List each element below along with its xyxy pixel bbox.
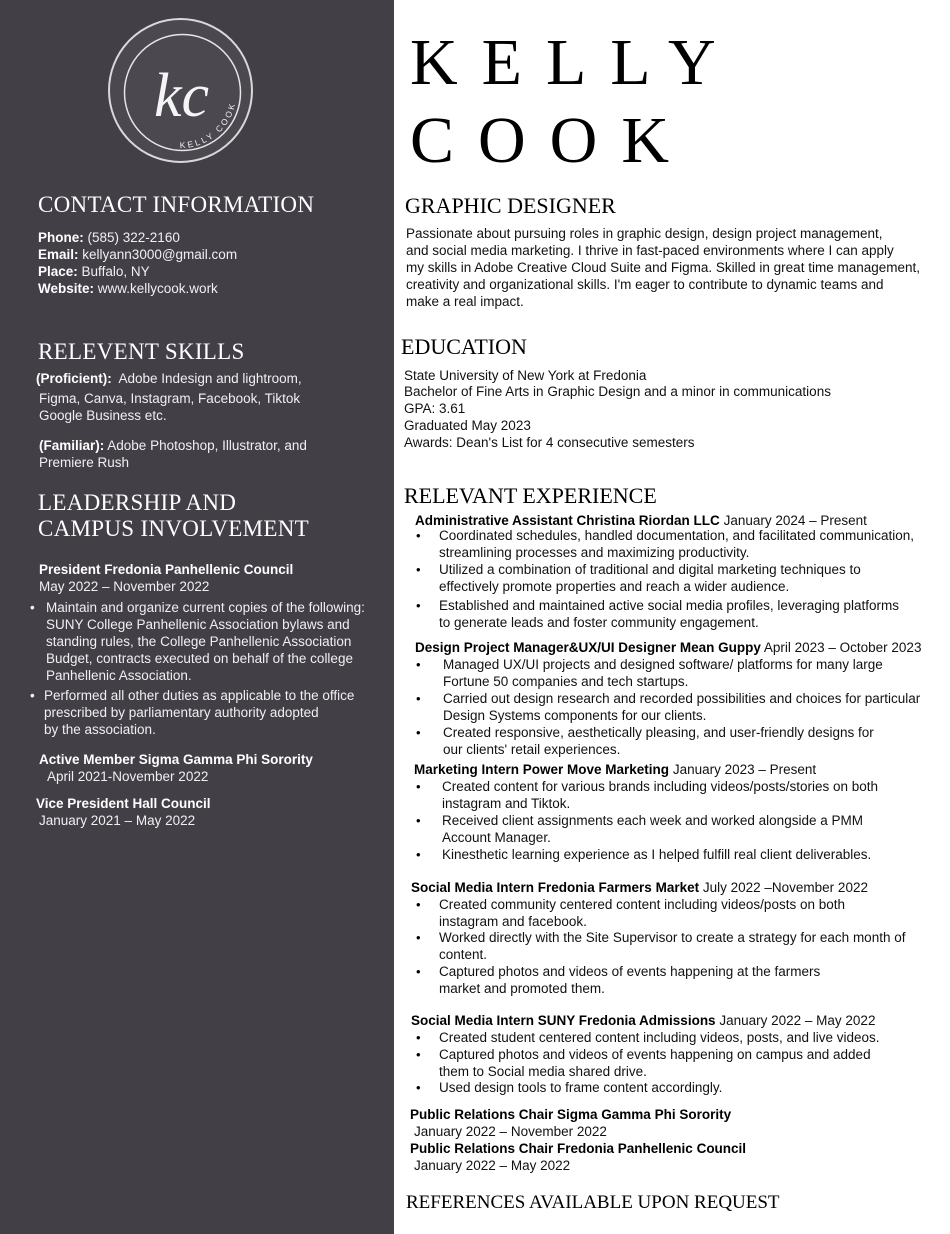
job-bullet-line: effectively promote properties and reach a wider audience. [439, 579, 790, 594]
phone-value[interactable]: (585) 322-2160 [87, 230, 180, 245]
bullet-dot: • [30, 688, 35, 703]
education-heading: EDUCATION [401, 334, 527, 359]
role-title [36, 795, 211, 812]
job-bullet-line: Captured photos and videos of events happening on campus and added [439, 1047, 871, 1062]
contact-email [38, 246, 237, 263]
bullet-dot: • [416, 813, 421, 828]
job-bullet-line: Managed UX/UI projects and designed software/ platforms for many large [443, 657, 883, 672]
job-bullet-line: Created responsive, aesthetically pleasing, and user-friendly designs for [443, 725, 874, 740]
education-line: GPA: 3.61 [404, 401, 466, 416]
job-bullet-line: instagram and Tiktok. [442, 796, 571, 811]
job-title: Public Relations Chair Sigma Gamma Phi Sorority [410, 1107, 732, 1122]
bullet-dot: • [416, 598, 421, 613]
job-title: Public Relations Chair Fredonia Panhellenic Council [410, 1141, 747, 1156]
familiar-label: (Familiar): [39, 438, 105, 453]
profile-heading: GRAPHIC DESIGNER [405, 193, 616, 218]
place-value: Buffalo, NY [81, 264, 150, 279]
place-label: Place: [38, 264, 78, 279]
role-dates: May 2022 – November 2022 [39, 579, 210, 594]
leadership-bullet-line: Performed all other duties as applicable to the office [44, 688, 355, 703]
references-note: REFERENCES AVAILABLE UPON REQUEST [406, 1192, 780, 1213]
profile-line: creativity and organizational skills. I'm eager to contribute to dynamic teams and [406, 277, 884, 292]
bullet-dot: • [416, 847, 421, 862]
role-title-text: Vice President Hall Council [36, 796, 211, 811]
bullet-dot: • [416, 1047, 421, 1062]
job-bullet-line: Captured photos and videos of events happening at the farmers [439, 964, 821, 979]
job-bullet-line: Carried out design research and recorded possibilities and choices for particular [443, 691, 921, 706]
job-title: Social Media Intern SUNY Fredonia Admissions [411, 1013, 716, 1028]
job-title-line [410, 1106, 731, 1123]
job-bullet-line: Created community centered content including videos/posts on both [439, 897, 845, 912]
job-bullet-line: Account Manager. [442, 830, 551, 845]
leadership-bullet-line: SUNY College Panhellenic Association bylaws and [46, 617, 350, 632]
job-title-line [411, 1012, 875, 1029]
leadership-bullet-line: Panhellenic Association. [46, 668, 192, 683]
familiar-text: Adobe Photoshop, Illustrator, and [107, 438, 307, 453]
job-bullet-line: market and promoted them. [439, 981, 605, 996]
role-dates: April 2021-November 2022 [47, 769, 209, 784]
job-bullet-line: Created content for various brands including videos/posts/stories on both [442, 779, 879, 794]
profile-line: my skills in Adobe Creative Cloud Suite and Figma. Skilled in great time management, [406, 260, 920, 275]
experience-heading: RELEVANT EXPERIENCE [404, 483, 657, 508]
education-line: Graduated May 2023 [404, 418, 531, 433]
bullet-dot: • [416, 1080, 421, 1095]
logo-monogram: kc [154, 62, 210, 130]
proficient-label: (Proficient): [36, 371, 112, 386]
bullet-dot: • [416, 725, 421, 740]
kc-logo [108, 18, 253, 163]
leadership-bullet-line: standing rules, the College Panhellenic Association [46, 634, 352, 649]
skills-familiar-line-2: Premiere Rush [39, 455, 130, 470]
profile-line: Passionate about pursuing roles in graphic design, design project management, [406, 226, 883, 241]
proficient-text: Adobe Indesign and lightroom, [118, 371, 302, 386]
contact-place [38, 263, 150, 280]
leadership-bullet-line: by the association. [44, 722, 156, 737]
job-dates: January 2024 – Present [723, 513, 867, 528]
email-value[interactable]: kellyann3000@gmail.com [82, 247, 238, 262]
contact-heading: CONTACT INFORMATION [38, 192, 315, 217]
profile-line: and social media marketing. I thrive in fast-paced environments where I can apply [406, 243, 894, 258]
main-content [394, 0, 950, 1234]
job-dates: January 2022 – May 2022 [414, 1158, 571, 1173]
sidebar [0, 0, 394, 1234]
role-dates: January 2021 – May 2022 [39, 813, 196, 828]
bullet-dot: • [30, 600, 35, 615]
name-last: COOK [410, 104, 694, 177]
job-title-line [414, 761, 816, 778]
bullet-dot: • [416, 1030, 421, 1045]
job-title-line [411, 879, 868, 896]
leadership-bullet-line: Maintain and organize current copies of the following: [46, 600, 365, 615]
bullet-dot: • [416, 562, 421, 577]
role-title-text: President Fredonia Panhellenic Council [39, 562, 294, 577]
profile-line: make a real impact. [406, 294, 524, 309]
bullet-dot: • [416, 657, 421, 672]
contact-phone [38, 229, 180, 246]
job-bullet-line: Coordinated schedules, handled documentation, and facilitated communication, [439, 528, 915, 543]
skills-heading: RELEVENT SKILLS [38, 339, 245, 364]
job-bullet-line: Fortune 50 companies and tech startups. [443, 674, 689, 689]
job-title: Design Project Manager&UX/UI Designer Mean Guppy [415, 640, 761, 655]
bullet-dot: • [416, 779, 421, 794]
job-bullet-line: to generate leads and foster community engagement. [439, 615, 759, 630]
skills-familiar-line-1 [39, 437, 307, 454]
job-dates: January 2022 – November 2022 [414, 1124, 607, 1139]
job-title-line [410, 1140, 746, 1157]
phone-label: Phone: [38, 230, 84, 245]
job-bullet-line: Worked directly with the Site Supervisor to create a strategy for each month of [439, 930, 906, 945]
job-bullet-line: Created student centered content including videos, posts, and live videos. [439, 1030, 880, 1045]
bullet-dot: • [416, 930, 421, 945]
job-bullet-line: streamlining processes and maximizing productivity. [439, 545, 750, 560]
job-title: Marketing Intern Power Move Marketing [414, 762, 670, 777]
job-title: Social Media Intern Fredonia Farmers Market [411, 880, 700, 895]
job-bullet-line: Design Systems components for our clients. [443, 708, 707, 723]
job-bullet-line: instagram and facebook. [439, 914, 587, 929]
job-title-line [415, 639, 921, 656]
job-title: Administrative Assistant Christina Riordan LLC [415, 513, 720, 528]
website-label: Website: [38, 281, 95, 296]
name-first: KELLY [410, 26, 740, 99]
job-dates: January 2023 – Present [672, 762, 817, 777]
job-bullet-line: our clients' retail experiences. [443, 742, 621, 757]
job-dates: April 2023 – October 2023 [763, 640, 922, 655]
logo-ring-text: KELLY COOK [179, 100, 238, 151]
leadership-bullet-line: prescribed by parliamentary authority adopted [44, 705, 319, 720]
job-bullet-line: content. [439, 947, 488, 962]
job-bullet-line: them to Social media shared drive. [439, 1064, 647, 1079]
education-line: Awards: Dean's List for 4 consecutive semesters [404, 435, 695, 450]
leadership-heading-line-2: CAMPUS INVOLVEMENT [38, 516, 309, 541]
logo-graphic [110, 20, 255, 165]
job-bullet-line: Established and maintained active social media profiles, leveraging platforms [439, 598, 899, 613]
contact-website [38, 280, 218, 297]
bullet-dot: • [416, 964, 421, 979]
role-title [39, 561, 293, 578]
job-bullet-line: Received client assignments each week and worked alongside a PMM [442, 813, 863, 828]
skills-proficient-line-3: Google Business etc. [39, 408, 167, 423]
website-value[interactable]: www.kellycook.work [97, 281, 218, 296]
leadership-heading-line-1: LEADERSHIP AND [38, 490, 237, 515]
bullet-dot: • [416, 528, 421, 543]
job-dates: July 2022 –November 2022 [702, 880, 868, 895]
job-bullet-line: Utilized a combination of traditional and digital marketing techniques to [439, 562, 861, 577]
job-bullet-line: Kinesthetic learning experience as I helped fulfill real client deliverables. [442, 847, 872, 862]
job-dates: January 2022 – May 2022 [719, 1013, 876, 1028]
leadership-bullet-line: Budget, contracts executed on behalf of the college [46, 651, 353, 666]
bullet-dot: • [416, 897, 421, 912]
role-title [39, 751, 313, 768]
education-line: State University of New York at Fredonia [404, 368, 647, 383]
skills-proficient-line-2: Figma, Canva, Instagram, Facebook, Tiktok [39, 391, 301, 406]
bullet-dot: • [416, 691, 421, 706]
email-label: Email: [38, 247, 79, 262]
skills-proficient-line-1 [36, 370, 302, 387]
education-line: Bachelor of Fine Arts in Graphic Design and a minor in communications [404, 384, 831, 399]
job-bullet-line: Used design tools to frame content accordingly. [439, 1080, 723, 1095]
role-title-text: Active Member Sigma Gamma Phi Sorority [39, 752, 313, 767]
